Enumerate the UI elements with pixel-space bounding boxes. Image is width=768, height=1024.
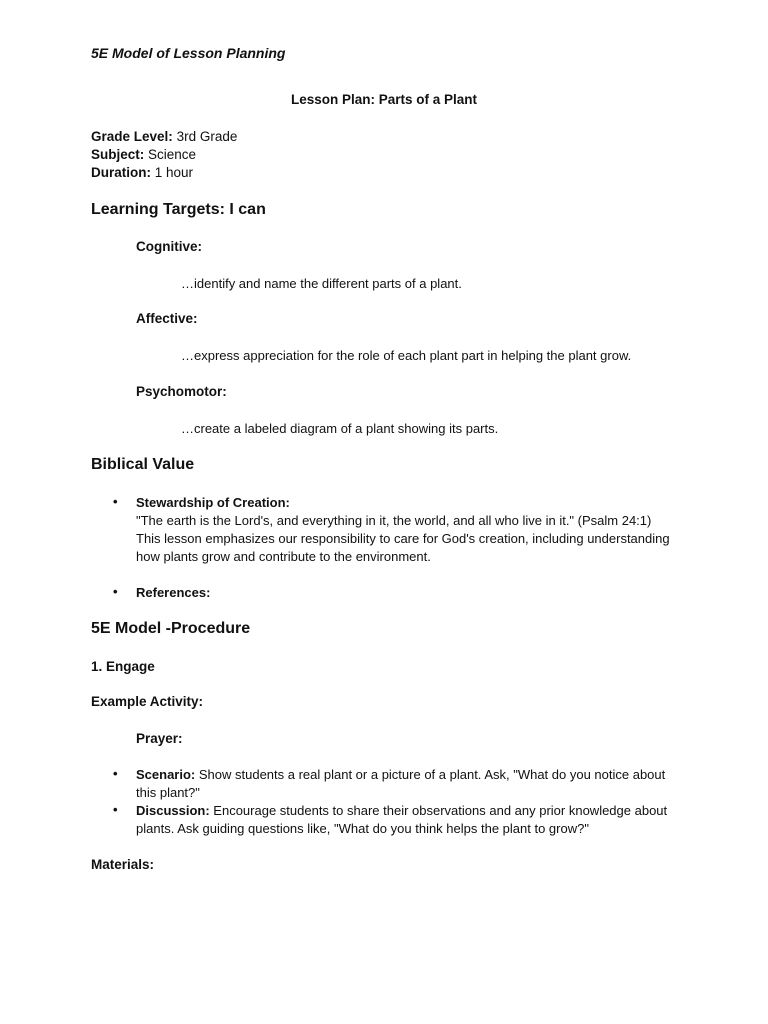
discussion-item (136, 802, 676, 838)
procedure-heading: 5E Model -Procedure (91, 620, 251, 637)
scenario-item (136, 766, 676, 802)
stewardship-body: This lesson emphasizes our responsibility to care for God's creation, including understanding how plants grow and contribute to the environment. (136, 531, 670, 564)
stewardship-quote: "The earth is the Lord's, and everything in it, the world, and all who live in it." (Psalm 24:1) (136, 513, 652, 528)
materials-label: Materials: (91, 857, 155, 872)
subject-value: Science (148, 147, 197, 162)
psychomotor-label: Psychomotor: (136, 384, 227, 399)
scenario-text: Show students a real plant or a picture of a plant. Ask, "What do you notice about this plant?" (136, 767, 666, 800)
references-label: References: (136, 585, 211, 600)
affective-text: …express appreciation for the role of each plant part in helping the plant grow. (181, 348, 632, 363)
engage-label: 1. Engage (91, 659, 155, 674)
example-activity-label: Example Activity: (91, 694, 204, 709)
duration-value: 1 hour (154, 165, 194, 180)
grade-level-label: Grade Level: (91, 129, 173, 144)
scenario-label: Scenario: (136, 767, 196, 782)
psychomotor-text: …create a labeled diagram of a plant showing its parts. (181, 421, 499, 436)
duration-label: Duration: (91, 165, 151, 180)
stewardship-label: Stewardship of Creation: (136, 495, 290, 510)
biblical-value-heading: Biblical Value (91, 456, 195, 473)
duration-line (91, 164, 193, 182)
document-header: 5E Model of Lesson Planning (91, 45, 286, 61)
lesson-title: Lesson Plan: Parts of a Plant (290, 92, 478, 107)
cognitive-label: Cognitive: (136, 239, 202, 254)
bullet-icon: • (113, 584, 118, 599)
stewardship-item (136, 494, 676, 566)
learning-targets-heading: Learning Targets: I can (91, 201, 266, 218)
discussion-text: Encourage students to share their observations and any prior knowledge about plants. Ask guiding questions like, "What do you think helps the plant to grow?" (136, 803, 668, 836)
subject-line (91, 146, 196, 164)
grade-level-line (91, 128, 237, 146)
references-item (136, 584, 676, 602)
affective-label: Affective: (136, 311, 198, 326)
discussion-label: Discussion: (136, 803, 210, 818)
cognitive-text: …identify and name the different parts of a plant. (181, 276, 462, 291)
grade-level-value: 3rd Grade (176, 129, 238, 144)
bullet-icon: • (113, 494, 118, 509)
bullet-icon: • (113, 802, 118, 817)
subject-label: Subject: (91, 147, 145, 162)
prayer-label: Prayer: (136, 731, 183, 746)
bullet-icon: • (113, 766, 118, 781)
